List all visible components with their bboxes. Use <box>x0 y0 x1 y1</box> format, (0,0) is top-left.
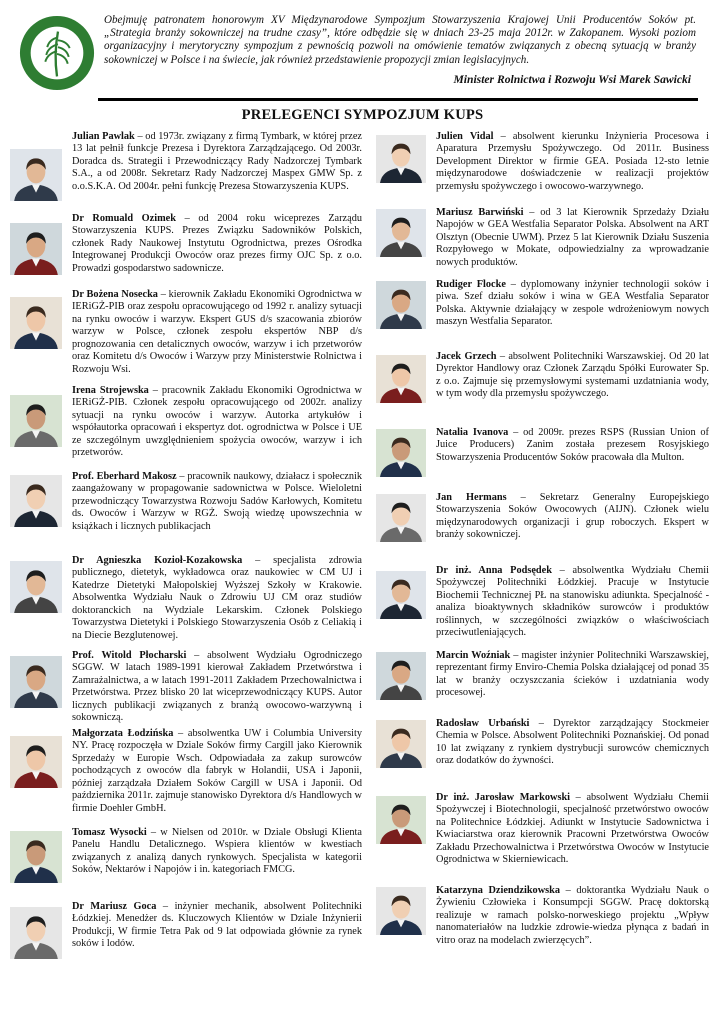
speaker-bio <box>72 901 362 951</box>
speaker-name: Marcin Woźniak <box>436 650 511 661</box>
speaker-name: Dr Mariusz Goca <box>72 901 157 912</box>
patronage-statement: Obejmuję patronatem honorowym XV Międzynarodowe Sympozjum Stowarzyszenia Krajowej Unii Producentów Soków pt. „Strategia branży sokowniczej na trudne czasy”, które odbędzie się w dniach 23-25 maja 2012r. w Zakopanem. Wysoki poziom organizacyjny i merytoryczny sympozjum z pewnością pozwoli na omówienie tematów związanych z obecną sytuacją w branży sokowniczej w Polsce i na świecie, jak również przedstawienie propozycji zmian legislacyjnych. <box>104 14 696 66</box>
speaker-name: Rudiger Flocke <box>436 279 506 290</box>
speaker-description: – specjalista zdrowia publicznego, dietetyk, wykładowca oraz naukowiec w CM UJ i Katedrze Dietetyki Małopolskiej Wyższej Szkoły w Krakowie. Absolwentka Wydziału Nauk o Zdrowiu UJ CM oraz studiów doktoranckich na Wydziale Lekarskim. Członek Polskiego Towarzystwa Dietetyki i Polskiego Stowarzyszenia Osób z Celiakią i na Diecie Bezglutenowej. <box>72 555 362 641</box>
speaker-photo <box>10 831 62 883</box>
speaker-photo <box>10 475 62 527</box>
speaker-bio <box>436 279 709 329</box>
speaker-photo <box>376 652 426 700</box>
speaker-name: Julian Pawlak <box>72 131 135 142</box>
speaker-description: – absolwent Politechniki Warszawskiej. Od 20 lat Dyrektor Handlowy oraz Członek Zarządu Spółki Eurowater Sp. z o.o. Zajmuje się przemysłowymi systemami uzdatniania wody, w tym wody dla przemysłu spożywczego. <box>436 351 709 400</box>
speaker-description: – pracownik Zakładu Ekonomiki Ogrodnictwa w IERiGŻ-PIB. Członek zespołu opracowującego od 2002r. analizy sytuacji na rynku owoców i warzyw. Autorka artykułów i współautorka opracowań i ekspertyz dot. ogrodnictwa w Polsce i UE ze szczególnym uwzględnieniem spożycia owoców, warzyw i ich przetworów. <box>72 385 362 459</box>
speaker-photo <box>376 571 426 619</box>
speaker-name: Natalia Ivanova <box>436 427 509 438</box>
page-title: PRELEGENCI SYMPOZJUM KUPS <box>241 107 484 123</box>
speaker-description: – Dyrektor zarządzający Stockmeier Chemia w Polsce. Absolwent Politechniki Poznańskiej. Od ponad 10 lat związany z rynkiem dystrybucji surowców chemicznych oraz dodatków do żywności. <box>436 718 709 767</box>
speaker-photo <box>376 355 426 403</box>
header-divider <box>98 98 698 101</box>
speaker-bio <box>72 827 362 877</box>
speaker-name: Julien Vidal <box>436 131 494 142</box>
speaker-description: – inżynier mechanik, absolwent Politechniki Łódzkiej. Menedżer ds. Kluczowych Klientów w Dziale Inżynierii Produkcji, W firmie Tetra Pak od 9 lat odpowiada głównie za rynek soków i lodów. <box>72 901 362 950</box>
speaker-description: – absolwentka Wydziału Chemii Spożywczej Politechniki Łódzkiej. Pracuje w Instytucie Biochemii Technicznej PŁ na stanowisku adiunkta. Specjalność - analiza bioaktywnych składników surowców i produktów roślinnych, w szczególności związków o właściwościach przeciwutleniających. <box>436 565 709 639</box>
speaker-name: Radosław Urbański <box>436 718 530 729</box>
speaker-bio <box>436 565 709 640</box>
speaker-photo <box>10 907 62 959</box>
speaker-description: – magister inżynier Politechniki Warszawskiej, reprezentant firmy Enviro-Chemia Polska działającej od ponad 35 lat w branży oczyszczania ścieków i uzdatniania wody procesowej. <box>436 650 709 699</box>
speaker-photo <box>10 149 62 201</box>
speaker-name: Jacek Grzech <box>436 351 497 362</box>
speaker-description: – Sekretarz Generalny Europejskiego Stowarzyszenia Soków Owocowych (AIJN). Członek wielu międzynarodowych organizacji i grup roboczych. Ekspert w branży sokowniczej. <box>436 492 709 541</box>
speaker-bio <box>436 351 709 401</box>
speaker-description: – od 2009r. prezes RSPS (Russian Union of Juice Producers) Zanim została prezesem Rosyjskiego Stowarzyszenia Producentów Soków pracowała dla Multon. <box>436 427 709 463</box>
speaker-bio <box>436 650 709 700</box>
speaker-bio <box>436 207 709 269</box>
minister-signature: Minister Rolnictwa i Rozwoju Wsi Marek Sawicki <box>453 73 691 86</box>
speaker-name: Dr Romuald Ozimek <box>72 213 176 224</box>
speaker-name: Dr Bożena Nosecka <box>72 289 158 300</box>
speaker-photo <box>376 135 426 183</box>
speaker-photo <box>376 720 426 768</box>
speaker-bio <box>436 718 709 768</box>
speaker-name: Dr inż. Jarosław Markowski <box>436 792 571 803</box>
speaker-bio <box>436 492 709 542</box>
speaker-photo <box>10 736 62 788</box>
speaker-name: Dr Agnieszka Kozioł-Kozakowska <box>72 555 243 566</box>
speaker-bio <box>72 650 362 725</box>
speaker-bio <box>72 289 362 376</box>
speaker-photo <box>376 281 426 329</box>
speaker-description: – absolwent Wydziału Chemii Spożywczej i Biotechnologii, specjalność przetwórstwo owoców na Politechnice Łódzkiej. Adiunkt w Instytucie Sadownictwa i Kwiaciarstwa oraz kierownik Pracowni Przetwórstwa Owoców Zakładu Przechowalnictwa i Przetwórstwa Owoców w Instytucie Ogrodnictwa w Skierniewicach. <box>436 792 709 866</box>
speaker-name: Prof. Eberhard Makosz <box>72 471 177 482</box>
speaker-description: – absolwentka UW i Columbia University NY. Pracę rozpoczęła w Dziale Soków firmy Cargill jako Kierownik Sprzedaży w Europie Wsch. Odpowiadała za zakup surowców pochodzących z owoców dla fabryk w Holandii, USA i Japonii, później zarządzała Działem Soków Cargill w USA i Japonii. Od października 2011r. zajmuje stanowisko Dyrektora d/s Handlowych w firmie Doehler GmbH. <box>72 728 362 814</box>
speaker-name: Dr inż. Anna Podsędek <box>436 565 552 576</box>
ministry-logo <box>18 14 96 92</box>
speaker-photo <box>376 494 426 542</box>
speaker-name: Małgorzata Łodzińska <box>72 728 174 739</box>
speaker-description: – kierownik Zakładu Ekonomiki Ogrodnictwa w IERiGŻ-PIB oraz zespołu opracowującego od 1992 r. analizy sytuacji na rynku owoców i warzyw. Ekspert GUS d/s szacowania zbiorów warzyw w Polsce, członek zespołu ekspertów NBP d/s prognozowania cen detalicznych owoców, warzyw i ich przetworów oraz Komitetu d/s Owoców i Warzyw przy Ministerstwie Rolnictwa i Rozwoju Wsi. <box>72 289 362 375</box>
speaker-photo <box>10 561 62 613</box>
speaker-description: – od 1973r. związany z firmą Tymbark, w której przez 13 lat pełnił funkcje Prezesa i Dyrektora Zarządzającego. Od 2003r. Doradca ds. Strategii i Przewodniczący Rady Nadzorczej Tymbark S.A., a od 2008r. Sekretarz Rady Nadzorczej Maspex GMW Sp. z o.o.S.K.A. Od 2004r. pełni funkcję Prezesa Stowarzyszenia KUPS. <box>72 131 363 192</box>
speaker-name: Tomasz Wysocki <box>72 827 147 838</box>
speaker-photo <box>376 887 426 935</box>
speaker-bio <box>436 131 709 193</box>
speaker-bio <box>72 728 362 815</box>
speaker-name: Irena Strojewska <box>72 385 149 396</box>
speaker-bio <box>72 131 362 193</box>
speaker-photo <box>10 297 62 349</box>
speaker-photo <box>376 429 426 477</box>
speaker-description: – absolwent kierunku Inżynieria Procesowa i Aparatura Przemysłu Spożywczego. Od 2011r. Business Development Direktor w firmie GEA. Posiada 12-sto letnie międzynarodowe doświadczenie w realizacji projektów przemysłu spożywczego i owocowo-warzywnego. <box>436 131 709 192</box>
speaker-photo <box>10 223 62 275</box>
speaker-description: – absolwent Wydziału Ogrodniczego SGGW. W latach 1989-1991 kierował Zakładem Przetwórstwa i Zamrażalnictwa, a w latach 1991-2011 Zakładem Przechowalnictwa i Przetwórstwa. Przez blisko 20 lat wiceprzewodniczący KUPS. Autor licznych publikacji związanych z branżą owocowo-warzywną i sokowniczą. <box>72 650 362 724</box>
header <box>0 0 725 110</box>
speaker-description: – dyplomowany inżynier technologii soków i piwa. Szef działu soków i wina w GEA Westfalia Separator Polska. Aktywnie działający w zespole wdrożeniowym nowych maszyn Westfalia Separator. <box>436 279 709 328</box>
speaker-name: Prof. Witold Płocharski <box>72 650 187 661</box>
speaker-bio <box>436 427 709 464</box>
speaker-name: Katarzyna Dziendzikowska <box>436 885 561 896</box>
speaker-bio <box>436 792 709 867</box>
speaker-name: Mariusz Barwiński <box>436 207 524 218</box>
speaker-name: Jan Hermans <box>436 492 507 503</box>
speaker-description: – pracownik naukowy, działacz i społecznik zaangażowany w propagowanie sadownictwa w Polsce. Wieloletni przewodniczący Towarzystwa Rozwoju Sadów Karłowych, Komitetu ds. Owoców i Warzyw w RGŻ. Swoją wiedzę upowszechnia w książkach i licznych publikacjach <box>72 471 363 532</box>
speaker-photo <box>10 395 62 447</box>
speaker-bio <box>72 385 362 460</box>
speaker-bio <box>72 213 362 275</box>
speaker-description: – w Nielsen od 2010r. w Dziale Obsługi Klienta Panelu Handlu Detalicznego. Wspiera klientów w kwestiach związanych z analizą danych rynkowych. Specjalista w kategorii Soków, Nektarów i Napojów i in. kategoriach FMCG. <box>72 827 362 876</box>
speaker-bio <box>436 885 709 947</box>
speaker-description: – doktorantka Wydziału Nauk o Żywieniu Człowieka i Konsumpcji SGGW. Pracę doktorską realizuje w ramach polsko-norweskiego projektu „Wpływ nanomateriałów na ludzkie zdrowie-wiedza płynąca z badań in vitro oraz na modelach zwierzęcych”. <box>436 885 709 946</box>
speaker-bio <box>72 471 362 533</box>
speaker-description: – od 2004 roku wiceprezes Zarządu Stowarzyszenia KUPS. Prezes Związku Sadowników Polskich, członek Rady Naukowej Instytutu Ogrodnictwa, prezes Ośrodka Integrowanej Produkcji Owoców oraz prezes firmy OJC Sp. z o.o. Prowadzi gospodarstwo sadownicze. <box>72 213 362 274</box>
speaker-photo <box>376 209 426 257</box>
speaker-description: – od 3 lat Kierownik Sprzedaży Działu Napojów w GEA Westfalia Separator Polska. Absolwent na ART Olsztyn (Obecnie UWM). Przez 5 lat Kierownik Działu Suszenia Rozpyłowego w Mokate, odpowiedzialny za wprowadzanie nowych produktów. <box>436 207 709 268</box>
speaker-bio <box>72 555 362 642</box>
speaker-photo <box>10 656 62 708</box>
speaker-photo <box>376 796 426 844</box>
